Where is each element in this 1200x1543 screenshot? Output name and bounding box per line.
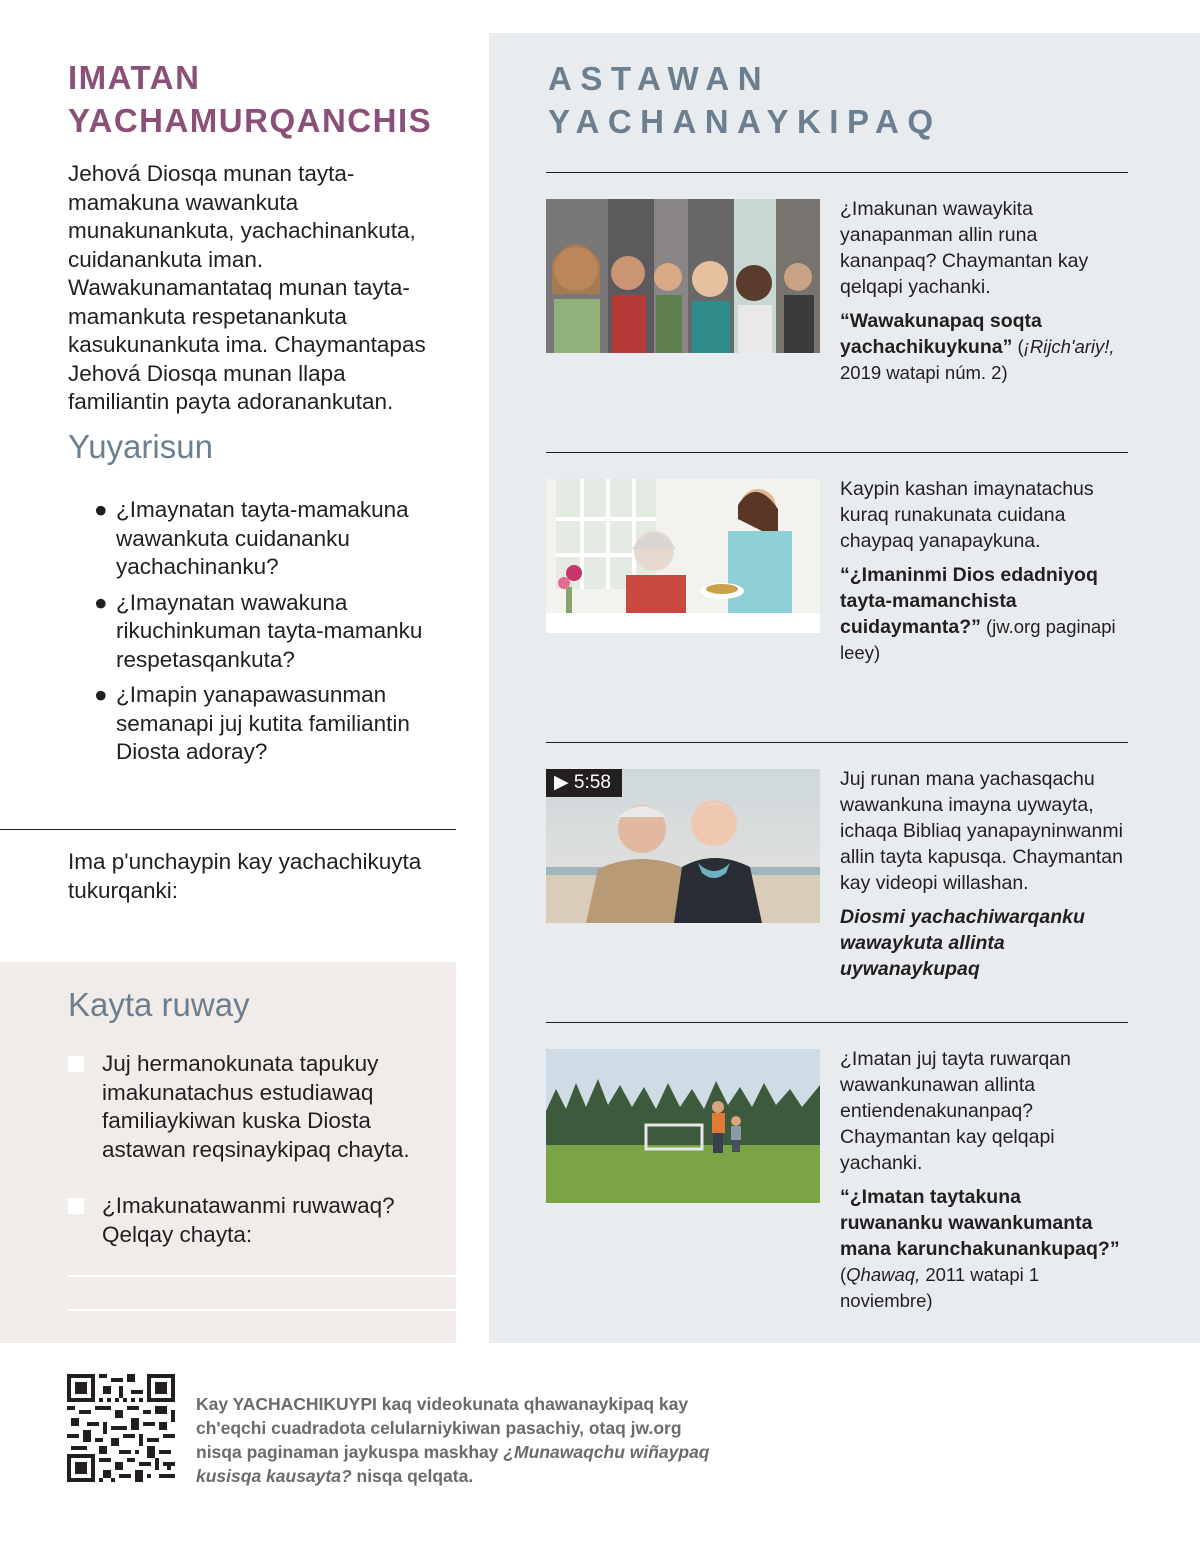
review-heading: Yuyarisun (68, 428, 213, 465)
lesson-summary-title: IMATAN YACHAMURQANCHIS (68, 59, 433, 139)
entry-article-fathers: ¿Imatan juj tayta ruwarqan wawankunawan allinta entiendenakunanpaq? Chaymantan kay qelqapi yachanki. “¿Imatan taytakuna ruwananku wawankumanta mana karunchakunankupaq?” (Qhawaq, 2011 watapi 1 noviembre) (840, 1048, 1120, 1311)
article-link[interactable]: “¿Imaninmi Dios edadniyoq tayta-mamanchista cuidaymanta?” (840, 564, 1098, 638)
video-link[interactable]: Diosmi yachachiwarqanku wawaykuta allinta uywanaykupaq (840, 906, 1085, 980)
video-thumbnail[interactable] (546, 769, 820, 923)
checkbox[interactable] (68, 1056, 84, 1072)
review-questions (94, 496, 434, 774)
review-question: ● ¿Imapin yanapawasunman semanapi juj kutita familiantin Diosta adoray? (94, 682, 410, 764)
summary-paragraph: Jehová Diosqa munan tayta-mamakuna wawankuta munakunankuta, yachachinankuta, cuidanankuta iman. Wawakunamantataq munan tayta-mamankuta respetanankuta kasukunankuta ima. Chaymantapas Jehová Diosqa munan llapa familiantin payta adoranankutan. (68, 161, 426, 414)
checkbox[interactable] (68, 1198, 84, 1214)
father-son-field-photo[interactable] (546, 1049, 820, 1203)
learn-more-title: ASTAWAN YACHANAYKIPAQ (548, 60, 942, 140)
caregiver-photo[interactable] (546, 479, 820, 633)
article-link[interactable]: “Wawakunapaq soqta yachachikuykuna” (840, 310, 1042, 358)
entry-video: Juj runan mana yachasqachu wawankuna imayna uywayta, ichaqa Bibliaq yanapayninwanmi allin tayta kapusqa. Chaymantan kay videopi willashan. Diosmi yachachiwarqanku wawaykuta allinta uywanaykupaq (840, 768, 1123, 980)
completion-date-prompt: Ima p'unchaypin kay yachachikuyta tukurqanki: (68, 849, 422, 903)
qr-code-icon[interactable] (67, 1374, 175, 1482)
entry-article-caring: Kaypin kashan imaynatachus kuraq runakunata cuidana chaypaq yanapaykuna. “¿Imaninmi Dios edadniyoq tayta-mamanchista cuidaymanta?” (jw.org paginapi leey) (840, 478, 1116, 663)
review-question: ● ¿Imaynatan wawakuna rikuchinkuman tayta-mamanku respetasqankuta? (94, 589, 423, 672)
section-divider (0, 829, 456, 830)
footer-note: Kay YACHACHIKUYPI kaq videokunata qhawanaykipaq kay ch'eqchi cuadradota celularniykiwan pasachiy, otaq jw.org nisqa paginaman jaykuspa maskhay ¿Munawaqchu wiñaypaq kusisqa kausayta? nisqa qelqata. (196, 1394, 710, 1486)
bullet-icon: ● (94, 682, 108, 707)
task-item: Juj hermanokunata tapukuy imakunatachus estudiawaq familiaykiwan kuska Diosta astawan reqsinaykipaq chayta. (68, 1050, 438, 1164)
bullet-icon: ● (94, 497, 108, 522)
entry-divider (546, 172, 1128, 173)
review-question: ● ¿Imaynatan tayta-mamakuna wawankuta cuidananku yachachinanku? (94, 497, 409, 579)
learn-more-panel (489, 33, 1200, 1343)
article-link[interactable]: “¿Imatan taytakuna ruwananku wawankumanta mana karunchakunankupaq?” (840, 1186, 1120, 1260)
entry-divider (546, 452, 1128, 453)
entry-divider (546, 1022, 1128, 1023)
entry-divider (546, 742, 1128, 743)
bullet-icon: ● (94, 589, 108, 615)
entry-article-children: ¿Imakunan wawaykita yanapanman allin runa kananpaq? Chaymantan kay qelqapi yachanki. “Wawakunapaq soqta yachachikuykuna” (¡Rijch'ariy!, 2019 watapi núm. 2) (840, 198, 1115, 383)
book-title: ¿Munawaqchu wiñaypaq kusisqa kausayta? (196, 1442, 710, 1486)
write-in-line[interactable] (68, 1275, 456, 1277)
try-this-box (0, 962, 456, 1343)
task-item: ¿Imakunatawanmi ruwawaq? Qelqay chayta: (68, 1192, 438, 1249)
try-this-heading: Kayta ruway (68, 986, 250, 1023)
write-in-line[interactable] (68, 1309, 456, 1311)
video-duration-badge: ▶ 5:58 (546, 769, 622, 797)
play-icon: ▶ (554, 772, 569, 793)
children-photo[interactable] (546, 199, 820, 353)
